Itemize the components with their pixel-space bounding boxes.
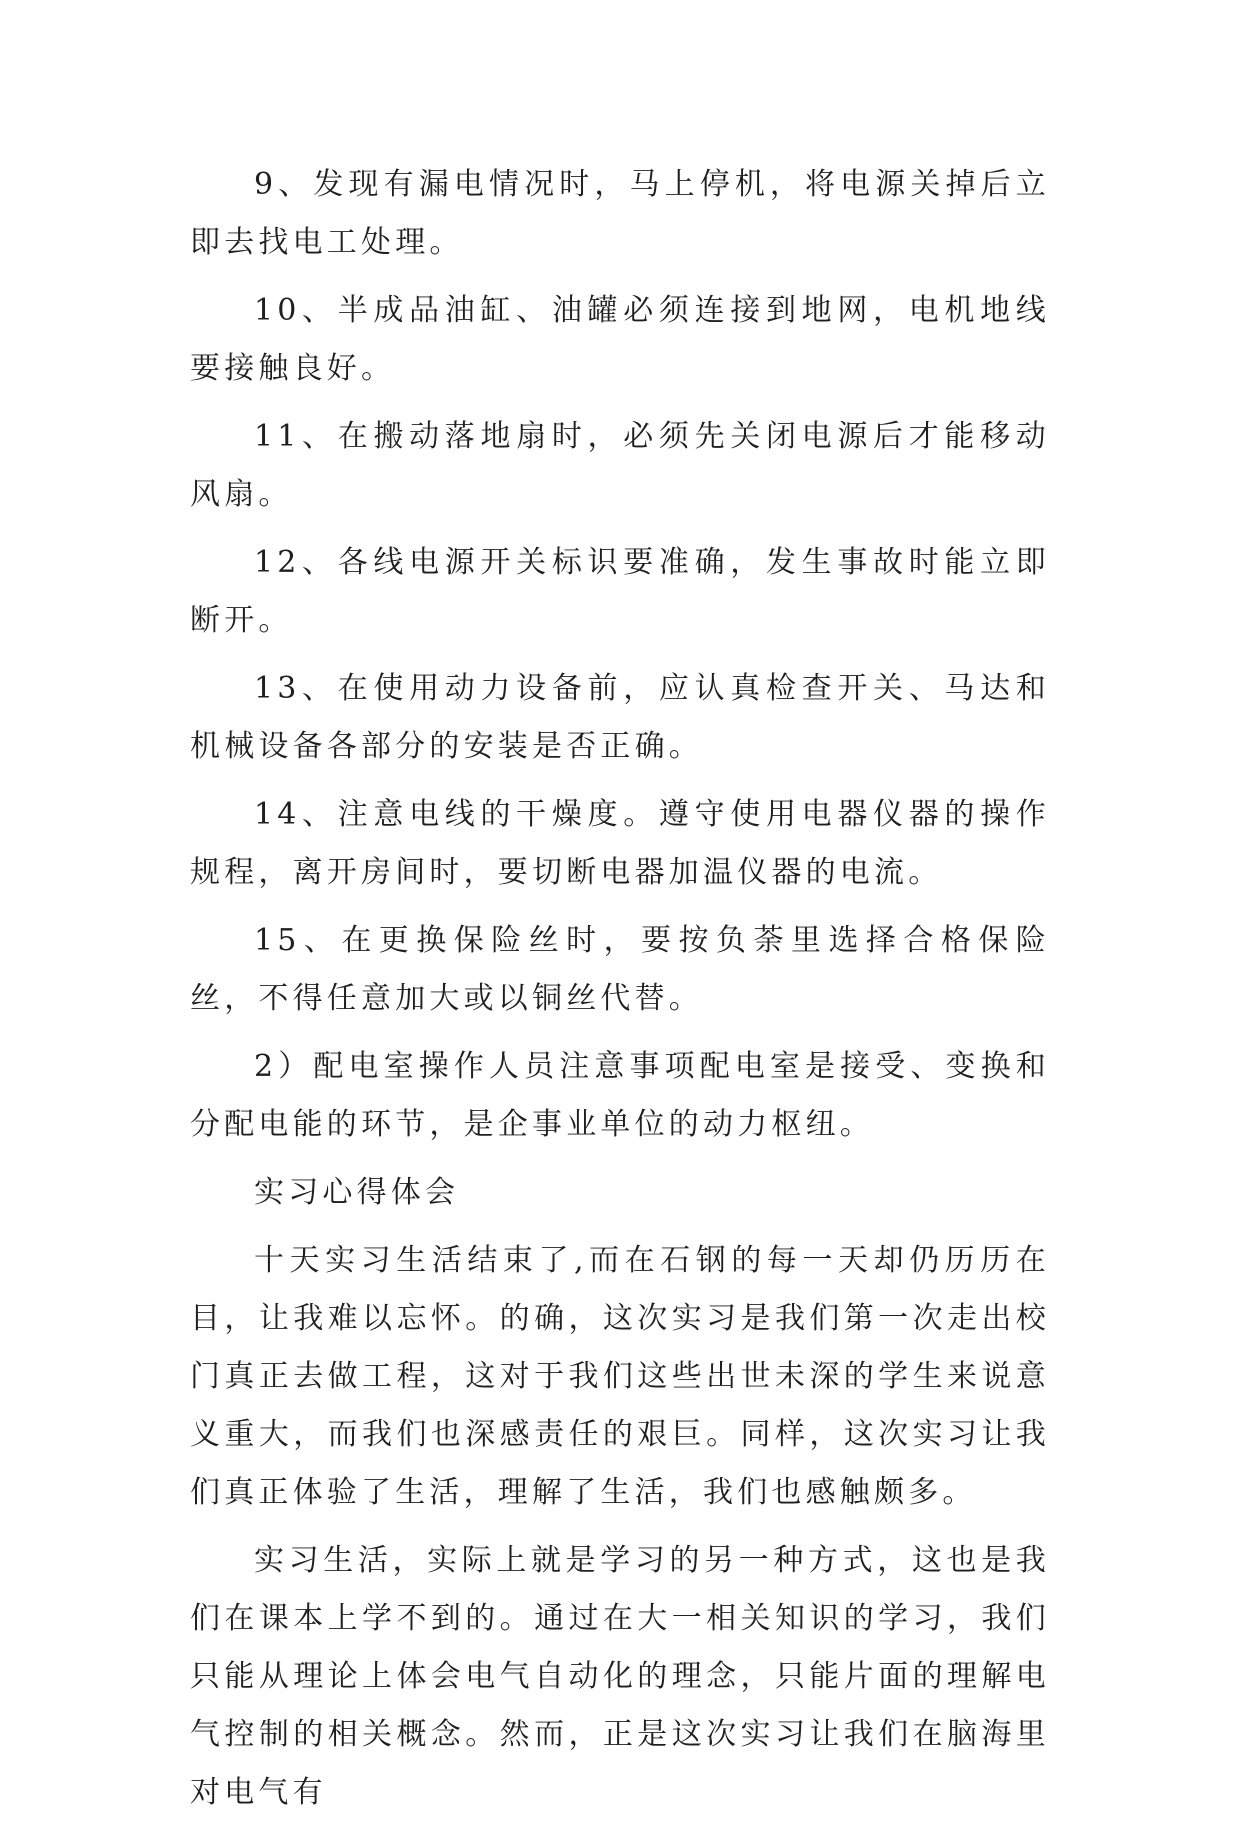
paragraph-item-14: 14、注意电线的干燥度。遵守使用电器仪器的操作规程，离开房间时，要切断电器加温仪器的电流。	[190, 797, 1050, 890]
paragraph-item-10: 10、半成品油缸、油罐必须连接到地网，电机地线要接触良好。	[190, 293, 1050, 386]
section-heading: 实习心得体会	[254, 1175, 460, 1210]
paragraph-item-12: 12、各线电源开关标识要准确，发生事故时能立即断开。	[190, 545, 1050, 638]
paragraph-internship-learning: 实习生活，实际上就是学习的另一种方式，这也是我们在课本上学不到的。通过在大一相关知识的学习，我们只能从理论上体会电气自动化的理念，只能片面的理解电气控制的相关概念。然而，正是这次实习让我们在脑海里对电气有	[190, 1543, 1050, 1810]
paragraph-item-13: 13、在使用动力设备前，应认真检查开关、马达和机械设备各部分的安装是否正确。	[190, 671, 1050, 764]
document-page	[190, 156, 1050, 1832]
paragraph-internship-summary: 十天实习生活结束了,而在石钢的每一天却仍历历在目，让我难以忘怀。的确，这次实习是我们第一次走出校门真正去做工程，这对于我们这些出世未深的学生来说意义重大，而我们也深感责任的艰巨。同样，这次实习让我们真正体验了生活，理解了生活，我们也感触颇多。	[190, 1243, 1050, 1510]
paragraph-item-11: 11、在搬动落地扇时，必须先关闭电源后才能移动风扇。	[190, 419, 1050, 512]
paragraph-distribution-room: 2）配电室操作人员注意事项配电室是接受、变换和分配电能的环节，是企事业单位的动力枢纽。	[190, 1049, 1050, 1142]
paragraph-item-15: 15、在更换保险丝时，要按负荼里选择合格保险丝，不得任意加大或以铜丝代替。	[190, 923, 1050, 1016]
paragraph-item-9: 9、发现有漏电情况时，马上停机，将电源关掉后立即去找电工处理。	[190, 167, 1050, 260]
